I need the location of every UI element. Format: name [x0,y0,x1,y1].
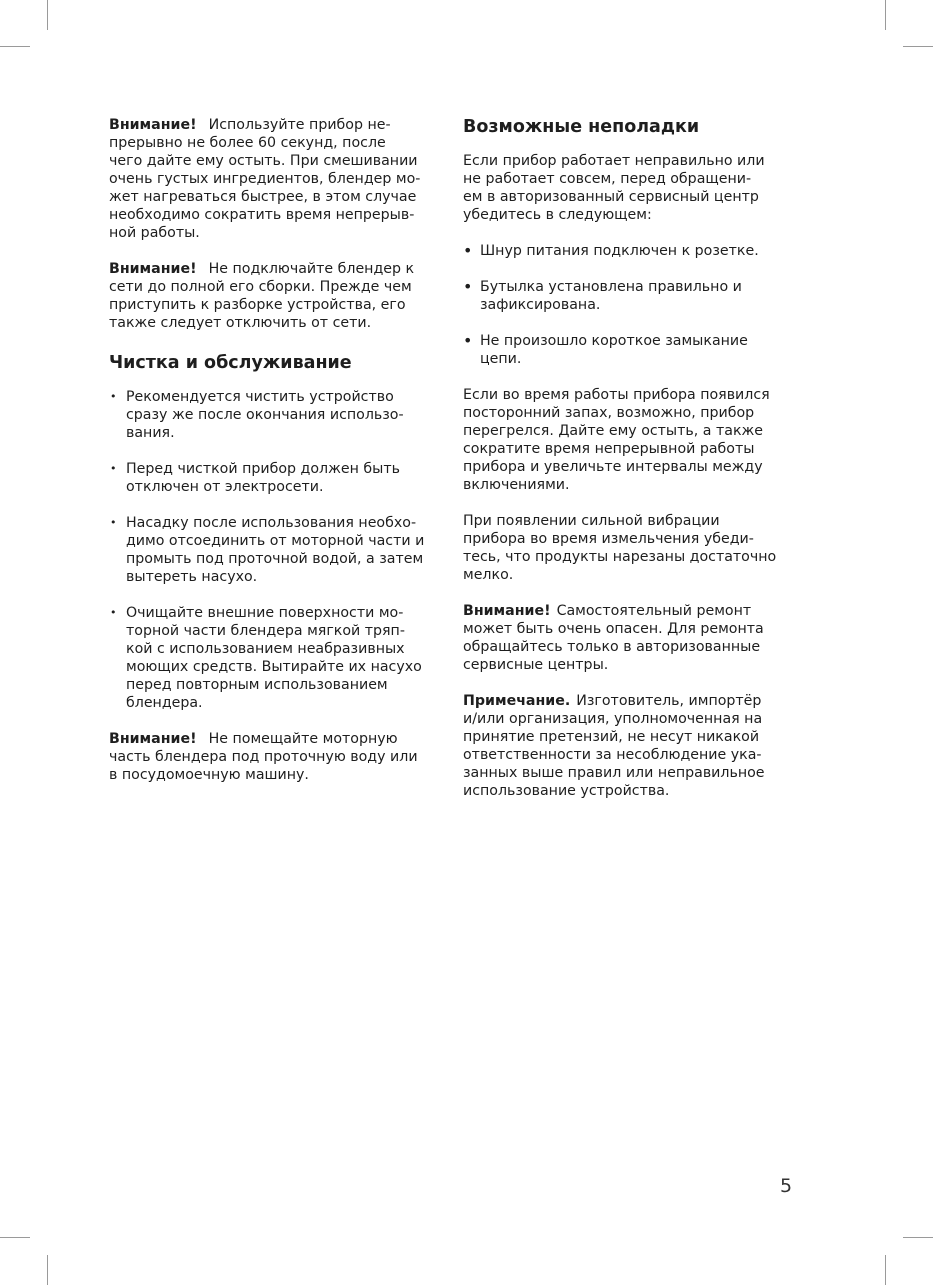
crop-mark-top-right [885,0,886,30]
troubleshooting-intro: Если прибор работает неправильно или не работает совсем, перед обращени- ем в авторизованный сервисный центр убедитесь в следующем: [463,153,765,223]
crop-mark-bottom-right [885,1255,886,1285]
warning-continuous-use: Внимание! Используйте прибор не- прерывно не более 60 секунд, после чего дайте ему остыть. При смешивании очень густых ингредиентов, блендер мо- жет нагреваться быстрее, в этом случае необходимо сократить время непрерыв- ной работы. [109,117,421,241]
list-item: • Бутылка установлена правильно и зафиксирована. [463,278,803,314]
checks-list [463,242,803,368]
warning-label: Внимание! [109,117,197,133]
warning-label: Внимание! [463,603,551,619]
vibration-paragraph: При появлении сильной вибрации прибора во время измельчения убеди- тесь, что продукты нарезаны достаточно мелко. [463,513,777,583]
warning-label: Внимание! [109,731,197,747]
crop-mark-right-bottom [903,1237,933,1238]
crop-mark-left-bottom [0,1237,30,1238]
crop-mark-bottom-left [47,1255,48,1285]
list-item: • Не произошло короткое замыкание цепи. [463,332,803,368]
warning-repair: Внимание! Самостоятельный ремонт может быть очень опасен. Для ремонта обращайтесь только в авторизованные сервисные центры. [463,603,764,673]
smell-paragraph: Если во время работы прибора появился посторонний запах, возможно, прибор перегрелся. Дайте ему остыть, а также сократите время непрерывной работы прибора и увеличьте интервалы между включениями. [463,387,770,493]
cleaning-list [109,388,445,712]
list-item: • Очищайте внешние поверхности мо- торной части блендера мягкой тряп- кой с использованием неабразивных моющих средств. Вытирайте их насухо перед повторным использованием блендера. [109,604,445,712]
warning-label: Внимание! [109,261,197,277]
warning-assembly: Внимание! Не подключайте блендер к сети до полной его сборки. Прежде чем приступить к разборке устройства, его также следует отключить от сети. [109,261,415,331]
left-column [109,116,445,802]
note-paragraph: Примечание. Изготовитель, импортёр и/или организация, уполномоченная на принятие претензий, не несут никакой ответственности за несоблюдение ука- занных выше правил или неправильное использование устройства. [463,693,765,799]
cleaning-heading: Чистка и обслуживание [109,353,352,373]
warning-water: Внимание! Не помещайте моторную часть блендера под проточную воду или в посудомоечную машину. [109,731,418,783]
list-item: • Шнур питания подключен к розетке. [463,242,803,260]
troubleshooting-heading: Возможные неполадки [463,117,700,137]
note-label: Примечание. [463,693,571,709]
crop-mark-left-top [0,46,30,47]
right-column [463,116,803,818]
crop-mark-top-left [47,0,48,30]
page-number: 5 [780,1175,793,1197]
crop-mark-right-top [903,46,933,47]
list-item: • Насадку после использования необхо- димо отсоединить от моторной части и промыть под проточной водой, а затем вытереть насухо. [109,514,445,586]
list-item: • Перед чисткой прибор должен быть отключен от электросети. [109,460,445,496]
list-item: • Рекомендуется чистить устройство сразу же после окончания использо- вания. [109,388,445,442]
